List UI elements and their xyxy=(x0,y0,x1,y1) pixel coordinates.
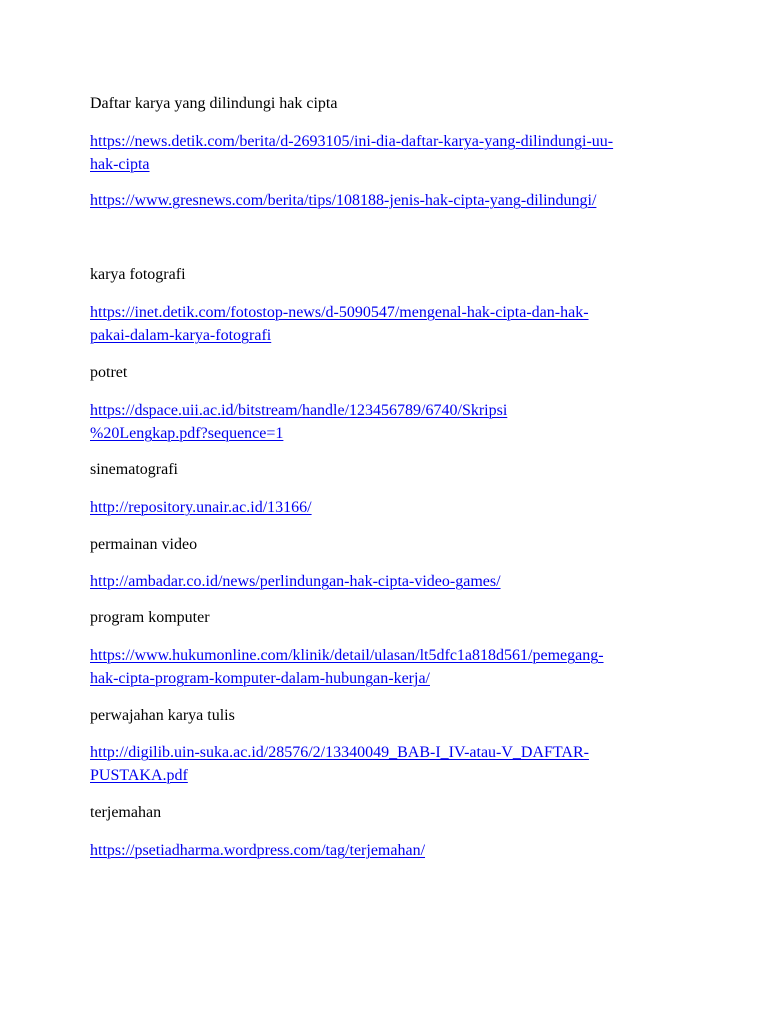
section-heading: Daftar karya yang dilindungi hak cipta xyxy=(90,95,338,112)
reference-link[interactable]: https://inet.detik.com/fotostop-news/d-5090547/mengenal-hak-cipta-dan-hak- xyxy=(90,304,589,321)
reference-link[interactable]: https://dspace.uii.ac.id/bitstream/handle/123456789/6740/Skripsi xyxy=(90,402,508,419)
section-heading: potret xyxy=(90,364,128,381)
reference-link[interactable]: http://digilib.uin-suka.ac.id/28576/2/13340049_BAB-I_IV-atau-V_DAFTAR- xyxy=(90,744,589,761)
reference-link[interactable]: http://ambadar.co.id/news/perlindungan-hak-cipta-video-games/ xyxy=(90,573,501,590)
reference-link[interactable]: https://news.detik.com/berita/d-2693105/ini-dia-daftar-karya-yang-dilindungi-uu- xyxy=(90,133,614,150)
reference-link[interactable]: https://www.gresnews.com/berita/tips/108188-jenis-hak-cipta-yang-dilindungi/ xyxy=(90,192,597,209)
section-heading: karya fotografi xyxy=(90,266,186,283)
reference-link[interactable]: https://psetiadharma.wordpress.com/tag/terjemahan/ xyxy=(90,842,426,859)
reference-link[interactable]: https://www.hukumonline.com/klinik/detail/ulasan/lt5dfc1a818d561/pemegang- xyxy=(90,647,604,664)
reference-link[interactable]: PUSTAKA.pdf xyxy=(90,767,188,784)
reference-link[interactable]: hak-cipta xyxy=(90,156,150,173)
reference-link[interactable]: pakai-dalam-karya-fotografi xyxy=(90,327,272,344)
section-heading: terjemahan xyxy=(90,804,162,821)
reference-link[interactable]: hak-cipta-program-komputer-dalam-hubungan-kerja/ xyxy=(90,670,430,687)
section-heading: permainan video xyxy=(90,536,198,553)
section-heading: perwajahan karya tulis xyxy=(90,707,235,724)
reference-link[interactable]: http://repository.unair.ac.id/13166/ xyxy=(90,499,312,516)
reference-link[interactable]: %20Lengkap.pdf?sequence=1 xyxy=(90,425,284,442)
section-heading: sinematografi xyxy=(90,461,178,478)
section-heading: program komputer xyxy=(90,609,210,626)
